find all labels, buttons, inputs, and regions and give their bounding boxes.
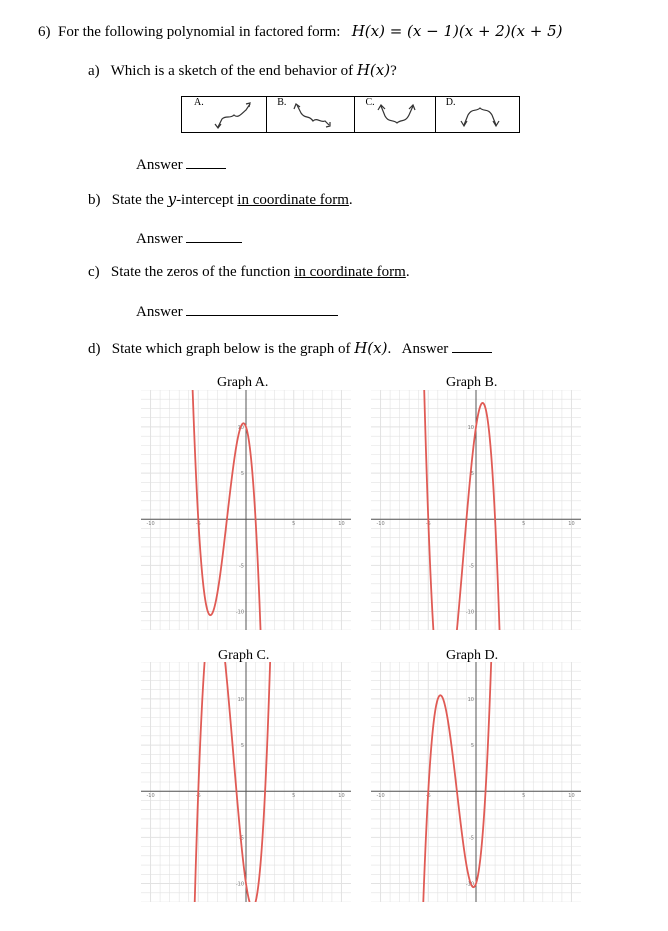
x-tick-label: -10 [146, 793, 155, 800]
graph-b[interactable] [371, 390, 581, 630]
end-behavior-option-a[interactable] [182, 97, 267, 132]
x-tick-label: 10 [568, 521, 575, 528]
end-behavior-options-table [181, 96, 520, 133]
part-b-variable: y [167, 190, 177, 208]
part-c-question [88, 264, 410, 281]
x-tick-label: 5 [522, 793, 526, 800]
part-a-label: a) [88, 63, 100, 79]
end-behavior-option-b[interactable] [267, 97, 355, 132]
x-tick-label: 10 [568, 793, 575, 800]
end-behavior-sketch-a-icon [182, 97, 267, 133]
part-d-label: d) [88, 341, 101, 357]
y-tick-label: 10 [467, 696, 474, 703]
x-tick-label: -5 [425, 793, 431, 800]
y-tick-label: 5 [240, 471, 244, 478]
part-b-text-before: State the [111, 192, 164, 208]
part-b-question [88, 190, 353, 209]
x-tick-label: 5 [522, 521, 526, 528]
part-c-answer [136, 301, 338, 321]
part-b-answer-label: Answer [136, 231, 183, 247]
x-tick-label: -10 [146, 521, 155, 528]
x-tick-label: 10 [338, 793, 345, 800]
part-c-underlined: in coordinate form [294, 264, 406, 280]
x-tick-label: -5 [195, 793, 201, 800]
question-number: 6) [38, 24, 51, 40]
x-tick-label: -5 [425, 521, 431, 528]
part-b-answer [136, 228, 242, 248]
y-tick-label: -10 [465, 609, 474, 616]
part-a-answer-blank[interactable] [186, 154, 226, 169]
end-behavior-sketch-c-icon [355, 97, 435, 133]
y-tick-label: -5 [239, 563, 244, 570]
end-behavior-option-c[interactable] [355, 97, 435, 132]
end-behavior-sketch-b-icon [267, 97, 355, 133]
graph-d[interactable] [371, 662, 581, 902]
part-c-answer-blank[interactable] [186, 301, 338, 316]
y-tick-label: 5 [470, 743, 474, 750]
graph-a-title: Graph A. [217, 375, 269, 390]
x-tick-label: -10 [376, 521, 385, 528]
x-tick-label: 5 [292, 521, 296, 528]
question-header [38, 22, 563, 41]
graph-b-title: Graph B. [446, 375, 498, 390]
part-b-end: . [348, 192, 353, 208]
graph-c[interactable] [141, 662, 351, 902]
end-behavior-sketch-d-icon [436, 97, 520, 133]
part-d-answer-label: Answer [401, 341, 449, 357]
part-a-answer [136, 154, 226, 174]
part-a-question [88, 61, 397, 80]
y-tick-label: -10 [235, 609, 244, 616]
part-a-text: Which is a sketch of the end behavior of [110, 63, 354, 79]
y-tick-label: -5 [469, 563, 474, 570]
part-c-text-before: State the zeros of the function [110, 264, 291, 280]
part-d-end: . [387, 341, 392, 357]
y-tick-label: 10 [237, 424, 244, 431]
y-tick-label: -5 [469, 835, 474, 842]
part-d-question [88, 338, 492, 358]
y-tick-label: 10 [467, 424, 474, 431]
part-b-answer-blank[interactable] [186, 228, 242, 243]
part-a-answer-label: Answer [136, 157, 183, 173]
part-d-function: H(x) [354, 339, 388, 357]
question-prompt: For the following polynomial in factored form: [58, 24, 341, 40]
part-d-answer-blank[interactable] [452, 338, 492, 353]
y-tick-label: 10 [237, 696, 244, 703]
y-tick-label: 5 [240, 743, 244, 750]
y-tick-label: -5 [239, 835, 244, 842]
graph-c-title: Graph C. [218, 648, 270, 663]
part-b-underlined: in coordinate form [237, 192, 349, 208]
x-tick-label: -5 [195, 521, 201, 528]
y-tick-label: 5 [470, 471, 474, 478]
option-b-label: B. [277, 97, 287, 108]
end-behavior-option-d[interactable] [436, 97, 519, 132]
option-c-label: C. [365, 97, 375, 108]
part-b-text-mid: -intercept [176, 192, 234, 208]
x-tick-label: 10 [338, 521, 345, 528]
x-tick-label: 5 [292, 793, 296, 800]
option-a-label: A. [194, 97, 204, 108]
graph-d-title: Graph D. [446, 648, 499, 663]
part-d-text-before: State which graph below is the graph of [111, 341, 351, 357]
part-c-label: c) [88, 264, 100, 280]
part-a-end: ? [390, 63, 397, 79]
part-a-function: H(x) [356, 61, 391, 79]
part-c-answer-label: Answer [136, 304, 183, 320]
polynomial-expression: H(x) = (x − 1)(x + 2)(x + 5) [351, 22, 563, 40]
y-tick-label: -10 [465, 881, 474, 888]
part-b-label: b) [88, 192, 101, 208]
option-d-label: D. [445, 97, 456, 108]
y-tick-label: -10 [235, 881, 244, 888]
x-tick-label: -10 [376, 793, 385, 800]
graph-a[interactable] [141, 390, 351, 630]
part-c-end: . [405, 264, 410, 280]
